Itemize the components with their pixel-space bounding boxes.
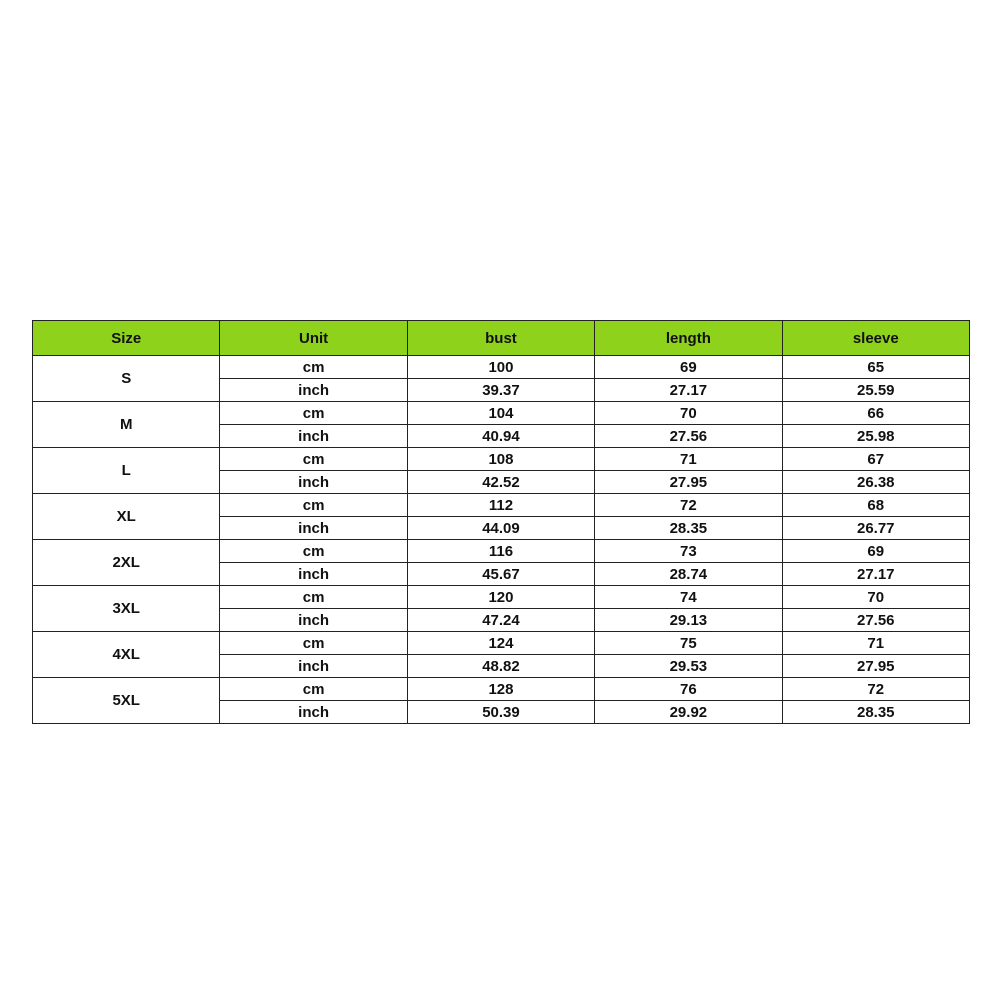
size-label: XL — [33, 494, 220, 540]
bust-value-inch: 48.82 — [407, 655, 594, 678]
unit-cell-inch: inch — [220, 379, 407, 402]
length-value-inch: 28.74 — [595, 563, 782, 586]
length-value-cm: 69 — [595, 356, 782, 379]
sleeve-value-inch: 25.59 — [782, 379, 969, 402]
length-value-cm: 75 — [595, 632, 782, 655]
unit-cell-cm: cm — [220, 448, 407, 471]
unit-cell-cm: cm — [220, 402, 407, 425]
unit-cell-cm: cm — [220, 540, 407, 563]
bust-value-cm: 120 — [407, 586, 594, 609]
length-value-cm: 72 — [595, 494, 782, 517]
bust-value-cm: 124 — [407, 632, 594, 655]
sleeve-value-cm: 70 — [782, 586, 969, 609]
bust-value-cm: 116 — [407, 540, 594, 563]
header-size: Size — [33, 321, 220, 356]
unit-cell-cm: cm — [220, 494, 407, 517]
sleeve-value-cm: 65 — [782, 356, 969, 379]
size-label: 3XL — [33, 586, 220, 632]
table-body — [33, 356, 970, 724]
length-value-cm: 71 — [595, 448, 782, 471]
bust-value-cm: 104 — [407, 402, 594, 425]
length-value-inch: 27.17 — [595, 379, 782, 402]
unit-cell-inch: inch — [220, 701, 407, 724]
size-chart-table — [32, 320, 970, 724]
bust-value-cm: 108 — [407, 448, 594, 471]
table-row-cm — [33, 540, 970, 563]
bust-value-inch: 39.37 — [407, 379, 594, 402]
size-label: M — [33, 402, 220, 448]
size-label: 5XL — [33, 678, 220, 724]
table-row-cm — [33, 494, 970, 517]
length-value-inch: 29.13 — [595, 609, 782, 632]
bust-value-cm: 112 — [407, 494, 594, 517]
bust-value-cm: 128 — [407, 678, 594, 701]
unit-cell-cm: cm — [220, 586, 407, 609]
bust-value-inch: 42.52 — [407, 471, 594, 494]
length-value-cm: 73 — [595, 540, 782, 563]
sleeve-value-cm: 68 — [782, 494, 969, 517]
length-value-inch: 27.56 — [595, 425, 782, 448]
size-label: L — [33, 448, 220, 494]
sleeve-value-inch: 27.17 — [782, 563, 969, 586]
header-bust: bust — [407, 321, 594, 356]
length-value-cm: 70 — [595, 402, 782, 425]
bust-value-cm: 100 — [407, 356, 594, 379]
table-row-cm — [33, 586, 970, 609]
sleeve-value-inch: 26.77 — [782, 517, 969, 540]
length-value-inch: 28.35 — [595, 517, 782, 540]
unit-cell-cm: cm — [220, 632, 407, 655]
bust-value-inch: 47.24 — [407, 609, 594, 632]
sleeve-value-inch: 27.95 — [782, 655, 969, 678]
bust-value-inch: 40.94 — [407, 425, 594, 448]
unit-cell-inch: inch — [220, 563, 407, 586]
table-row-cm — [33, 448, 970, 471]
sleeve-value-cm: 69 — [782, 540, 969, 563]
sleeve-value-cm: 71 — [782, 632, 969, 655]
unit-cell-inch: inch — [220, 471, 407, 494]
size-label: S — [33, 356, 220, 402]
table-row-cm — [33, 356, 970, 379]
size-label: 4XL — [33, 632, 220, 678]
header-sleeve: sleeve — [782, 321, 969, 356]
table-row-cm — [33, 632, 970, 655]
table-row-cm — [33, 402, 970, 425]
table-row-cm — [33, 678, 970, 701]
sleeve-value-cm: 72 — [782, 678, 969, 701]
header-row — [33, 321, 970, 356]
header-length: length — [595, 321, 782, 356]
length-value-inch: 29.53 — [595, 655, 782, 678]
table-header — [33, 321, 970, 356]
sleeve-value-inch: 28.35 — [782, 701, 969, 724]
sleeve-value-inch: 25.98 — [782, 425, 969, 448]
unit-cell-inch: inch — [220, 425, 407, 448]
unit-cell-inch: inch — [220, 609, 407, 632]
sleeve-value-cm: 67 — [782, 448, 969, 471]
bust-value-inch: 50.39 — [407, 701, 594, 724]
bust-value-inch: 44.09 — [407, 517, 594, 540]
length-value-inch: 27.95 — [595, 471, 782, 494]
sleeve-value-cm: 66 — [782, 402, 969, 425]
unit-cell-inch: inch — [220, 655, 407, 678]
bust-value-inch: 45.67 — [407, 563, 594, 586]
unit-cell-cm: cm — [220, 356, 407, 379]
header-unit: Unit — [220, 321, 407, 356]
sleeve-value-inch: 27.56 — [782, 609, 969, 632]
sleeve-value-inch: 26.38 — [782, 471, 969, 494]
length-value-inch: 29.92 — [595, 701, 782, 724]
length-value-cm: 76 — [595, 678, 782, 701]
length-value-cm: 74 — [595, 586, 782, 609]
unit-cell-inch: inch — [220, 517, 407, 540]
unit-cell-cm: cm — [220, 678, 407, 701]
size-label: 2XL — [33, 540, 220, 586]
